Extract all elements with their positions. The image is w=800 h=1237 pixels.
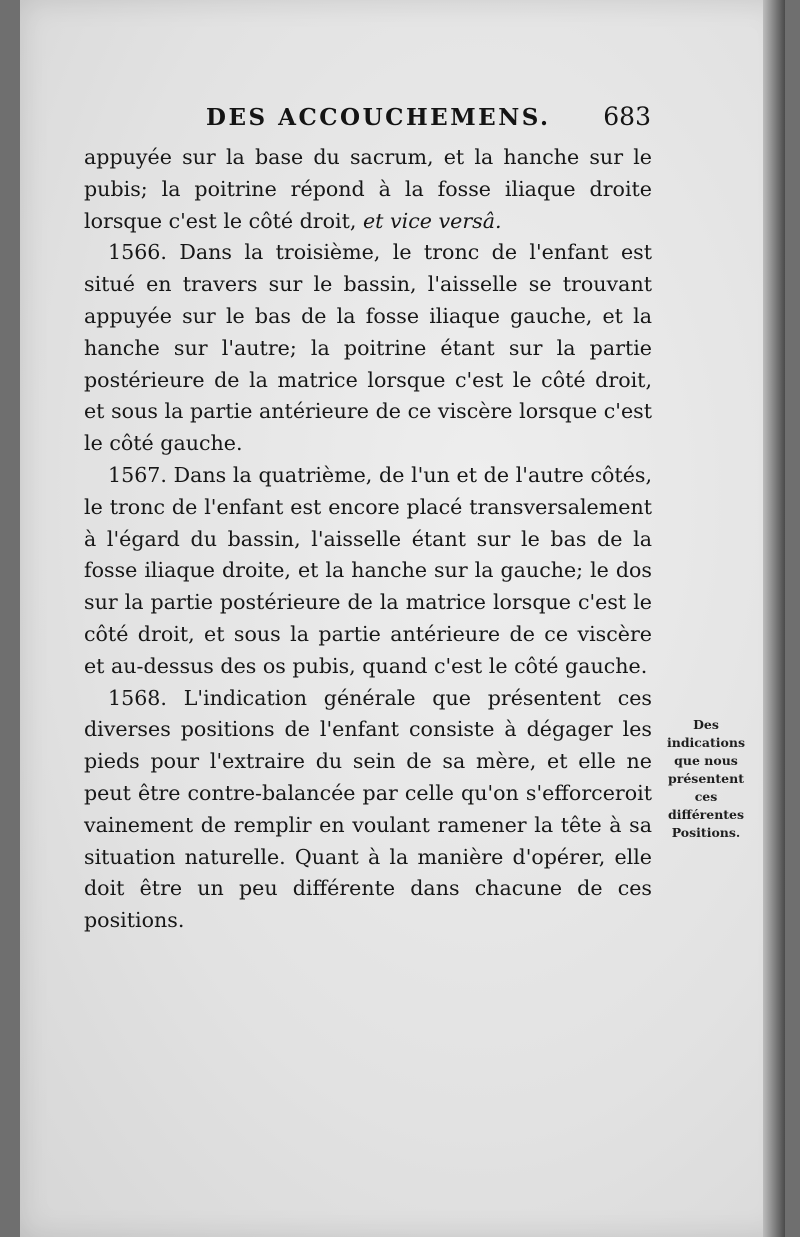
paragraph-1567: 1567. Dans la quatrième, de l'un et de l'autre côtés, le tronc de l'enfant est encore placé transversalement à l'égard du bassin, l'aisselle étant sur le bas de la fosse iliaque droite, et la hanche sur la gauche; le dos sur la partie postérieure de la matrice lorsque c'est le côté droit, et sous la partie antérieure de ce viscère et au-dessus des os pubis, quand c'est le côté gauche. xyxy=(84,462,652,678)
book-page xyxy=(20,0,785,1237)
page-edge-shadow xyxy=(763,0,785,1237)
paragraph-1566: 1566. Dans la troisième, le tronc de l'enfant est situé en travers sur le bassin, l'aisselle se trouvant appuyée sur le bas de la fosse iliaque gauche, et la hanche sur l'autre; la poitrine étant sur la partie postérieure de la matrice lorsque c'est le côté droit, et sous la partie antérieure de ce viscère lorsque c'est le côté gauche. xyxy=(84,240,652,456)
running-title: DES ACCOUCHEMENS. xyxy=(206,104,551,131)
paragraph-continuation xyxy=(84,142,652,237)
paragraph-1568: 1568. L'indication générale que présentent ces diverses positions de l'enfant consiste à dégager les pieds pour l'extraire du sein de sa mère, et elle ne peut être contre-balancée par celle qu'on s'efforceroit vainement de remplir en voulant ramener la tête à sa situation naturelle. Quant à la manière d'opérer, elle doit être un peu différente dans chacune de ces positions. xyxy=(84,685,652,933)
body-text xyxy=(84,142,652,937)
italic-phrase: et vice versâ. xyxy=(363,208,502,233)
margin-note: Des indications que nous présentent ces différentes Positions. xyxy=(666,717,746,840)
page-number: 683 xyxy=(603,102,651,131)
running-head xyxy=(88,104,653,136)
paragraph-text: appuyée sur la base du sacrum, et la hanche sur le pubis; la poitrine répond à la fosse iliaque droite lorsque c'est le côté droit, xyxy=(84,145,652,233)
